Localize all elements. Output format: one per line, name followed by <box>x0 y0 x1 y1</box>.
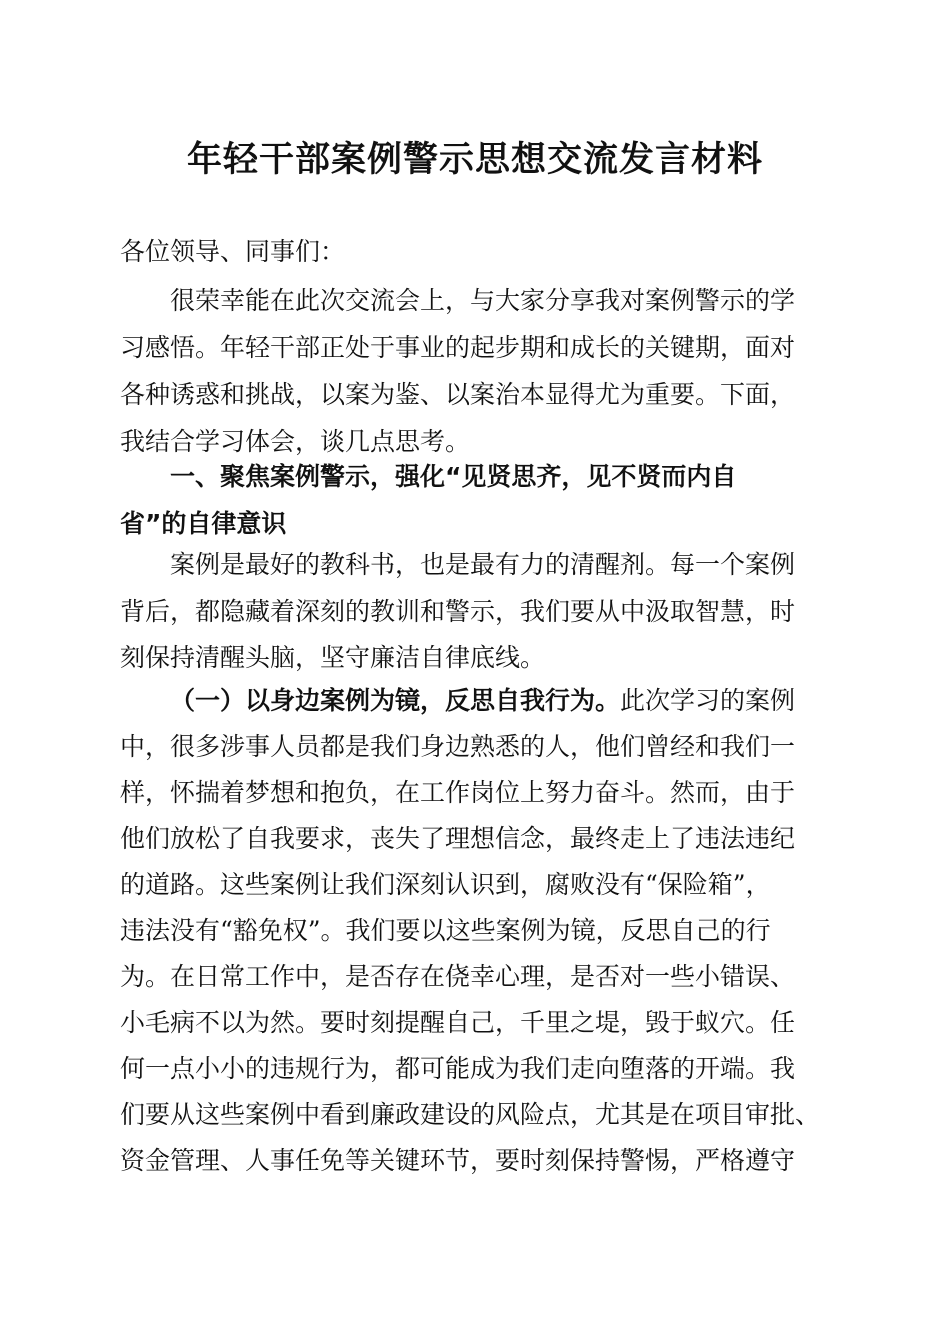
intro-line: 习感悟。年轻干部正处于事业的起步期和成长的关键期，面对 <box>120 333 796 362</box>
subsection-line: 违法没有“豁免权”。我们要以这些案例为镜，反思自己的行 <box>120 916 771 945</box>
subsection-line: 资金管理、人事任免等关键环节，要时刻保持警惕，严格遵守 <box>120 1146 796 1175</box>
subsection-line: 样，怀揣着梦想和抱负，在工作岗位上努力奋斗。然而，由于 <box>120 778 796 807</box>
document-title: 年轻干部案例警示思想交流发言材料 <box>186 139 763 180</box>
subsection-line: 他们放松了自我要求，丧失了理想信念，最终走上了违法违纪 <box>120 824 796 853</box>
subsection-line: 中，很多涉事人员都是我们身边熟悉的人，他们曾经和我们一 <box>120 732 796 761</box>
subsection-line: 为。在日常工作中，是否存在侥幸心理，是否对一些小错误、 <box>120 962 796 991</box>
intro-line: 很荣幸能在此次交流会上，与大家分享我对案例警示的学 <box>170 286 796 315</box>
subsection-line: 何一点小小的违规行为，都可能成为我们走向堕落的开端。我 <box>120 1054 796 1083</box>
greeting: 各位领导、同事们： <box>120 237 346 266</box>
intro-line: 我结合学习体会，谈几点思考。 <box>120 427 471 456</box>
intro-line: 各种诱惑和挑战，以案为鉴、以案治本显得尤为重要。下面， <box>120 380 796 409</box>
subsection-line: 们要从这些案例中看到廉政建设的风险点，尤其是在项目审批、 <box>120 1100 821 1129</box>
subsection-heading: （一）以身边案例为镜，反思自我行为。 <box>170 686 621 715</box>
section-heading: 省”的自律意识 <box>120 509 287 538</box>
subsection-line: 小毛病不以为然。要时刻提醒自己，千里之堤，毁于蚁穴。任 <box>120 1008 796 1037</box>
subsection-first-line <box>170 677 795 725</box>
section-paragraph-line: 背后，都隐藏着深刻的教训和警示，我们要从中汲取智慧，时 <box>120 597 796 626</box>
section-heading: 一、聚焦案例警示，强化“见贤思齐，见不贤而内自 <box>170 462 737 491</box>
subsection-line: 的道路。这些案例让我们深刻认识到，腐败没有“保险箱”， <box>120 870 771 899</box>
section-paragraph-line: 刻保持清醒头脑，坚守廉洁自律底线。 <box>120 643 546 672</box>
subsection-lead-text: 此次学习的案例 <box>620 686 796 715</box>
section-paragraph-line: 案例是最好的教科书，也是最有力的清醒剂。每一个案例 <box>170 550 796 579</box>
